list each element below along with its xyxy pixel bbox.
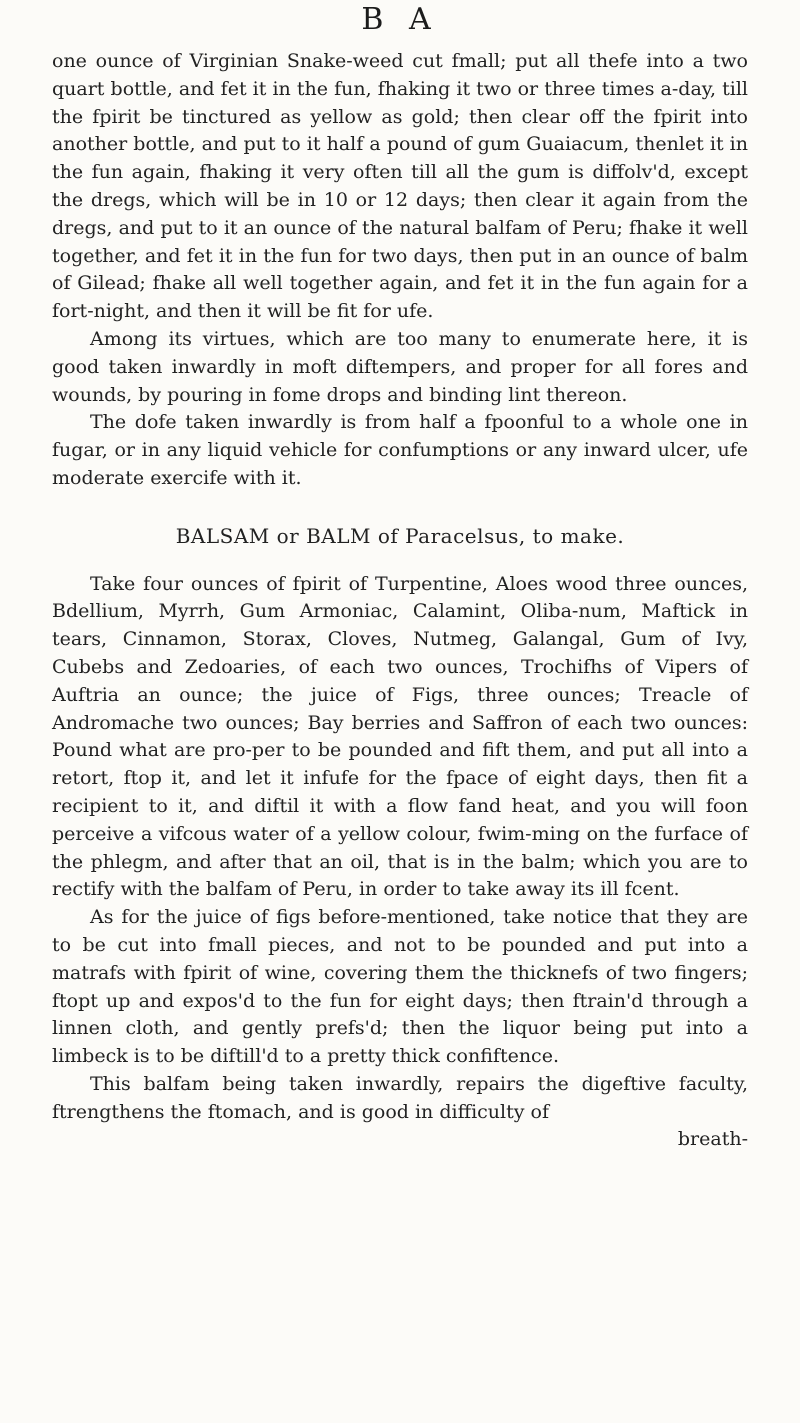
paragraph-4: Take four ounces of fpirit of Turpentine, Aloes wood three ounces, Bdellium, Myrrh, Gum Armoniac, Calamint, Oliba-num, Maftick in tears, Cinnamon, Storax, Cloves, Nutmeg, Galangal, Gum of Ivy, Cubebs and Zedoaries, of each two ounces, Trochifhs of Vipers of Auftria an ounce; the juice of Figs, three ounces; Treacle of Andromache two ounces; Bay berries and Saffron of each two ounces: Pound what are pro-per to be pounded and fift them, and put all into a retort, ftop it, and let it infufe for the fpace of eight days, then fit a recipient to it, and diftil it with a flow fand heat, and you will foon perceive a vifcous water of a yellow colour, fwim-ming on the furface of the phlegm, and after that an oil, that is in the balm; which you are to rectify with the balfam of Peru, in order to take away its ill fcent. (52, 572, 748, 901)
body-text (52, 48, 748, 1154)
paragraph-2: Among its virtues, which are too many to enumerate here, it is good taken inwardly in moft diftempers, and proper for all fores and wounds, by pouring in fome drops and binding lint thereon. (52, 327, 748, 406)
paragraph-3: The dofe taken inwardly is from half a fpoonful to a whole one in fugar, or in any liquid vehicle for confumptions or any inward ulcer, ufe moderate exercife with it. (52, 411, 748, 489)
section-heading: BALSAM or BALM of Paracelsus, to make. (175, 523, 625, 548)
paragraph-1: one ounce of Virginian Snake-weed cut fmall; put all thefe into a two quart bottle, and fet it in the fun, fhaking it two or three times a-day, till the fpirit be tinctured as yellow as gold; then clear off the fpirit into another bottle, and put to it half a pound of gum Guaiacum, thenlet it in the fun again, fhaking it very often till all the gum is diffolv'd, except the dregs, which will be in 10 or 12 days; then clear it again from the dregs, and put to it an ounce of the natural balfam of Peru; fhake it well together, and fet it in the fun for two days, then put in an ounce of balm of Gilead; fhake all well together again, and fet it in the fun again for a fort-night, and then it will be fit for ufe. (52, 50, 748, 323)
running-head: B A (361, 2, 439, 37)
catchword: breath- (677, 1128, 748, 1151)
paragraph-5: As for the juice of figs before-mentioned, take notice that they are to be cut into fmall pieces, and not to be pounded and put into a matrafs with fpirit of wine, covering them the thicknefs of two fingers; ftopt up and expos'd to the fun for eight days; then ftrain'd through a linnen cloth, and gently prefs'd; then the liquor being put into a limbeck is to be diftill'd to a pretty thick confiftence. (52, 906, 748, 1068)
paragraph-6: This balfam being taken inwardly, repairs the digeftive faculty, ftrengthens the ftomach, and is good in difficulty of (52, 1072, 748, 1123)
